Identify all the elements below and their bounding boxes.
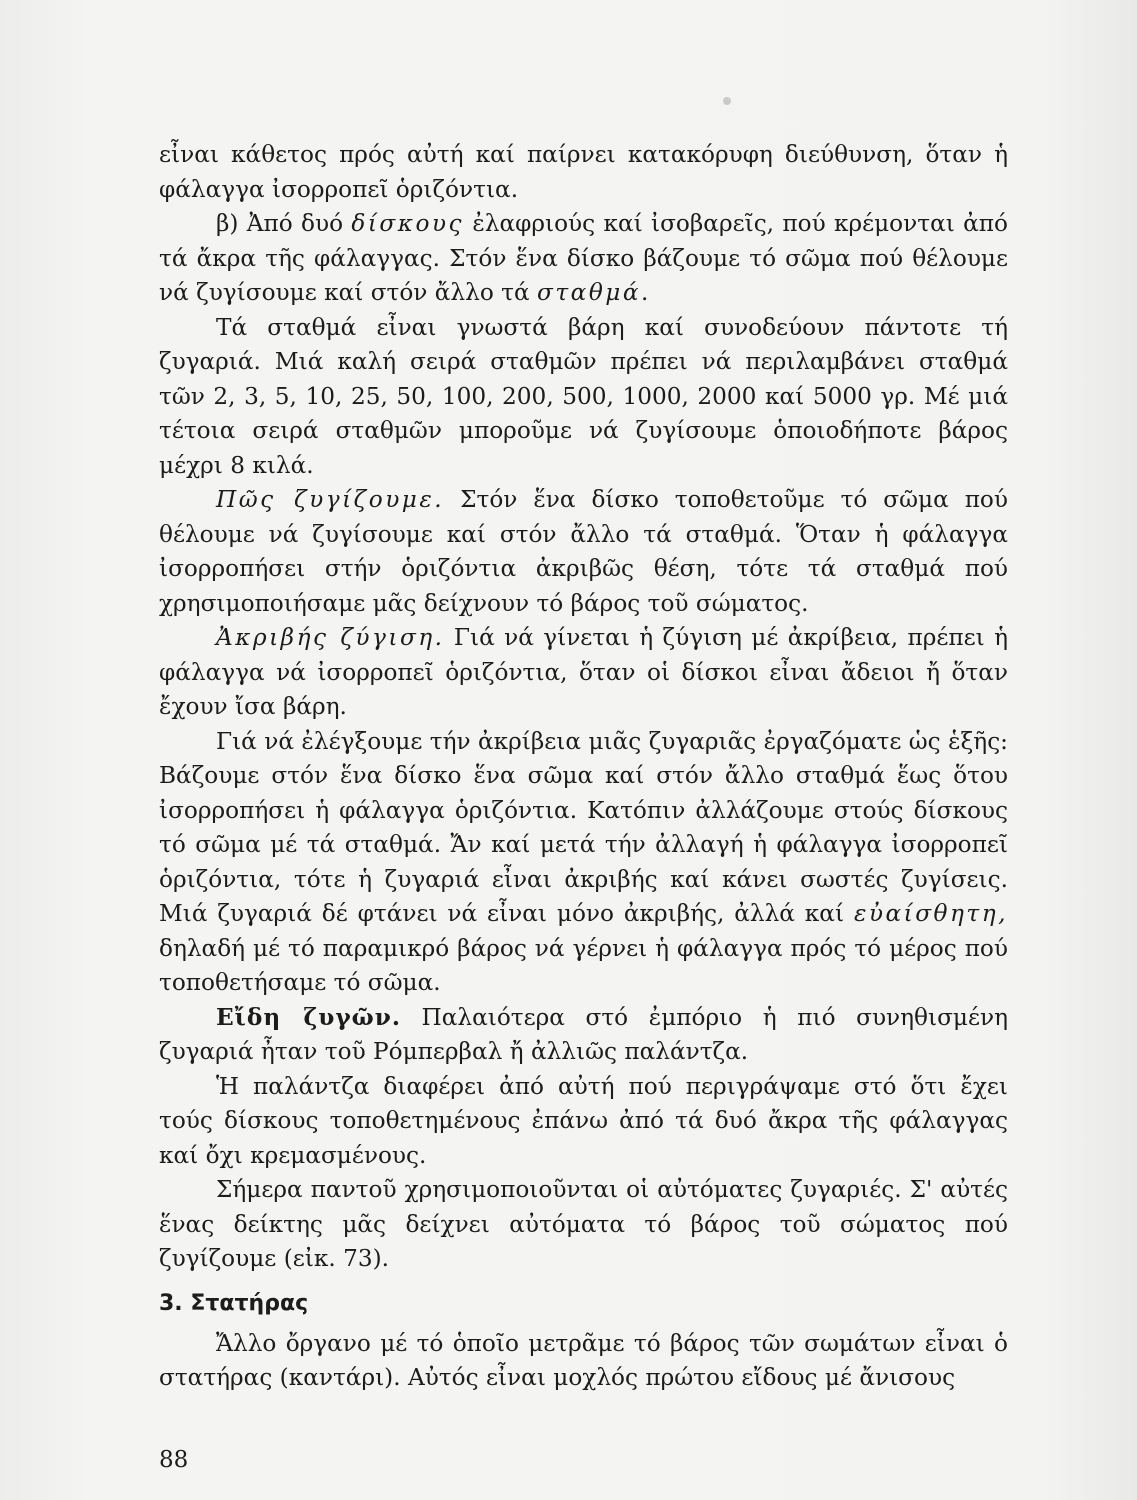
- term-weights: σταθμά: [537, 279, 642, 306]
- paragraph-2-text-a: β) Ἀπό δυό: [216, 210, 352, 237]
- section-heading: 3. Στατήρας: [159, 1290, 309, 1316]
- paragraph-2-text-c: .: [641, 279, 649, 306]
- paragraph-7-text: Παλαιότερα στό ἐμπόριο ἡ πιό συνηθισμένη ζυγαριά ἦταν τοῦ Ρόμπερβαλ ἤ ἀλλιῶς παλάντζα.: [159, 1003, 1008, 1065]
- paragraph-6: [159, 725, 1008, 1001]
- paragraph-10: Ἄλλο ὄργανο μέ τό ὁποῖο μετρᾶμε τό βάρος τῶν σωμάτων εἶναι ὁ στατήρας (καντάρι). Αὐτός εἶναι μοχλός πρώτου εἴδους μέ ἄνισους: [159, 1329, 1008, 1391]
- term-accurate-weighing: Ἀκριβής ζύγιση.: [216, 624, 445, 651]
- print-mark: [723, 97, 731, 105]
- term-how-we-weigh: Πῶς ζυγίζουμε.: [216, 486, 445, 513]
- paragraph-2: [159, 207, 1008, 311]
- page-number: 88: [159, 1447, 189, 1473]
- term-types-of-scales: Εἴδη ζυγῶν.: [216, 1003, 401, 1031]
- term-disks: δίσκους: [351, 210, 465, 237]
- text-column: [159, 138, 1008, 1396]
- paragraph-5: [159, 621, 1008, 725]
- paragraph-6-text-a: Γιά νά ἐλέγξουμε τήν ἀκρίβεια μιᾶς ζυγαριᾶς ἐργαζόματε ὡς ἑξῆς: Βάζουμε στόν ἕνα δίσκο ἕνα σῶμα καί στόν ἄλλο σταθμά ἕως ὅτου ἰσορροπήσει ἡ φάλαγγα ὁριζόντια. Κατόπιν ἀλλάζουμε στούς δίσκους τό σῶμα μέ τά σταθμά. Ἄν καί μετά τήν ἀλλαγή ἡ φάλαγγα ἰσορροπεῖ ὁριζόντια, τότε ἡ ζυγαριά εἶναι ἀκριβής καί κάνει σωστές ζυγίσεις. Μιά ζυγαριά δέ φτάνει νά εἶναι μόνο ἀκριβής, ἀλλά καί: [159, 727, 1008, 927]
- paragraph-7: [159, 1001, 1008, 1070]
- paragraph-3: Τά σταθμά εἶναι γνωστά βάρη καί συνοδεύουν πάντοτε τή ζυγαριά. Μιά καλή σειρά σταθμῶν πρέπει νά περιλαμβάνει σταθμά τῶν 2, 3, 5, 10, 25, 50, 100, 200, 500, 1000, 2000 καί 5000 γρ. Μέ μιά τέτοια σειρά σταθμῶν μποροῦμε νά ζυγίσουμε ὁποιοδήποτε βάρος μέχρι 8 κιλά.: [159, 313, 1008, 479]
- paragraph-1: εἶναι κάθετος πρός αὐτή καί παίρνει κατακόρυφη διεύθυνση, ὅταν ἡ φάλαγγα ἰσορροπεῖ ὁριζόντια.: [159, 141, 1008, 203]
- paragraph-4: [159, 483, 1008, 621]
- paragraph-6-text-b: δηλαδή μέ τό παραμικρό βάρος νά γέρνει ἡ φάλαγγα πρός τό μέρος πού τοποθετήσαμε τό σῶμα.: [159, 934, 1008, 996]
- paragraph-5-text: Γιά νά γίνεται ἡ ζύγιση μέ ἀκρίβεια, πρέπει ἡ φάλαγγα νά ἰσορροπεῖ ὁριζόντια, ὅταν οἱ δίσκοι εἶναι ἄδειοι ἤ ὅταν ἔχουν ἴσα βάρη.: [159, 624, 1008, 720]
- paragraph-4-text: Στόν ἕνα δίσκο τοποθετοῦμε τό σῶμα πού θέλουμε νά ζυγίσουμε καί στόν ἄλλο τά σταθμά. Ὅταν ἡ φάλαγγα ἰσορροπήσει στήν ὁριζόντια ἀκριβῶς θέση, τότε τά σταθμά πού χρησιμοποιήσαμε μᾶς δείχνουν τό βάρος τοῦ σώματος.: [159, 486, 1008, 617]
- paragraph-9: Σήμερα παντοῦ χρησιμοποιοῦνται οἱ αὐτόματες ζυγαριές. Σ' αὐτές ἕνας δείκτης μᾶς δείχνει αὐτόματα τό βάρος τοῦ σώματος πού ζυγίζουμε (εἰκ. 73).: [159, 1176, 1008, 1272]
- paragraph-2-text-b: ἐλαφριούς καί ἰσοβαρεῖς, πού κρέμονται ἀπό τά ἄκρα τῆς φάλαγγας. Στόν ἕνα δίσκο βάζουμε τό σῶμα πού θέλουμε νά ζυγίσουμε καί στόν ἄλλο τά: [159, 210, 1008, 306]
- paragraph-8: Ἡ παλάντζα διαφέρει ἀπό αὐτή πού περιγράψαμε στό ὅτι ἔχει τούς δίσκους τοποθετημένους ἐπάνω ἀπό τά δυό ἄκρα τῆς φάλαγγας καί ὄχι κρεμασμένους.: [159, 1072, 1008, 1169]
- term-sensitive: εὐαίσθητη,: [853, 900, 1008, 927]
